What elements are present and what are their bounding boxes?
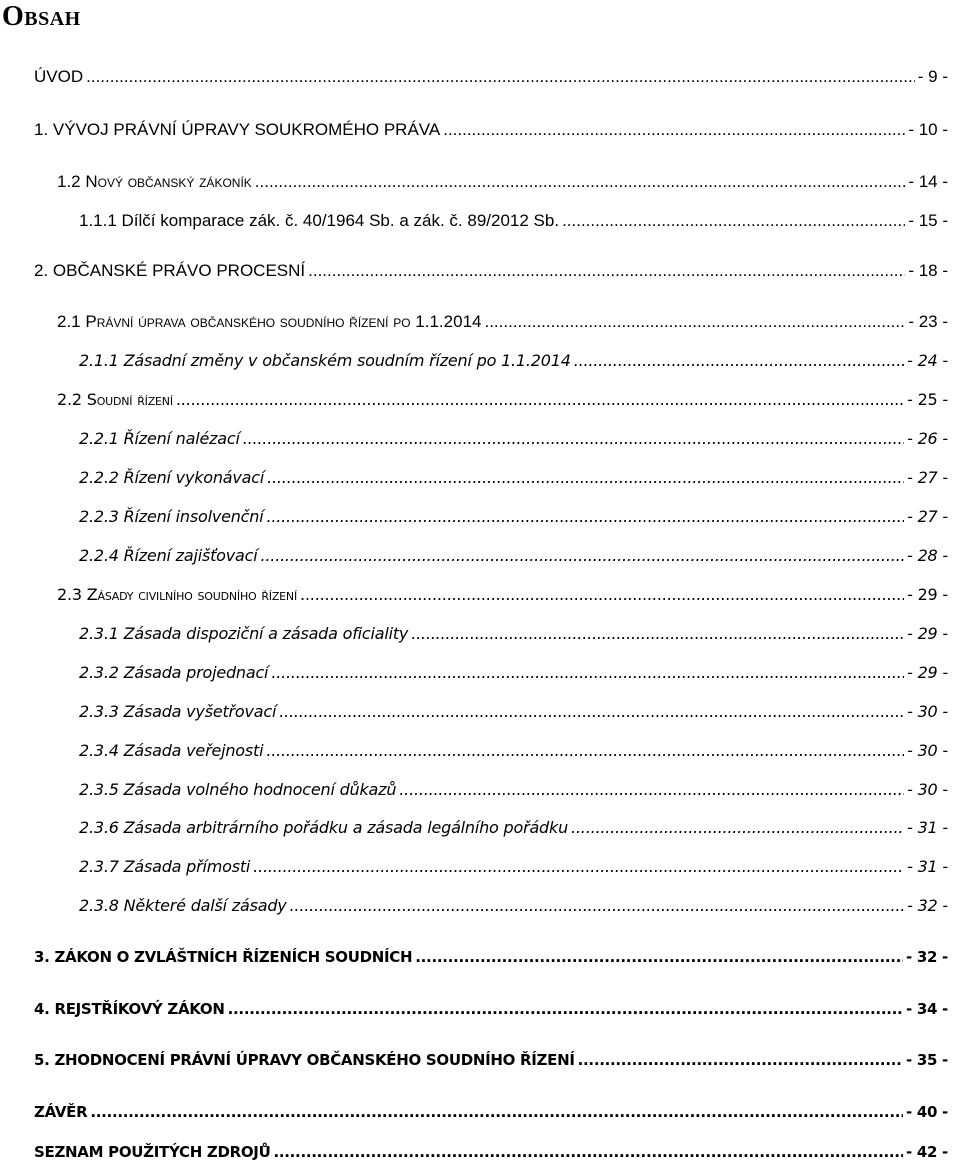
- toc-entry-title: 2.3.3 Zásada vyšetřovací: [79, 702, 277, 721]
- toc-dot-leader: [90, 1097, 903, 1127]
- toc-dot-leader: [415, 942, 903, 972]
- toc-entry[interactable]: [79, 346, 948, 376]
- toc-entry-title: 2.3.7 Zásada přímosti: [79, 857, 251, 876]
- toc-dot-leader: [253, 852, 904, 882]
- toc-entry-page: - 31 -: [907, 818, 948, 837]
- toc-entry-title: 2.1 Právní úprava občanského soudního řízení po 1.1.2014: [57, 312, 482, 331]
- toc-entry-page: - 15 -: [908, 211, 948, 230]
- toc-entry-page: - 29 -: [907, 624, 948, 643]
- toc-dot-leader: [484, 307, 905, 337]
- toc-entry[interactable]: [57, 385, 948, 415]
- toc-entry-title: 2.3.8 Některé další zásady: [79, 896, 287, 915]
- toc-entry-title: 2.3.2 Zásada projednací: [79, 663, 269, 682]
- toc-entry-title: 2.2.1 Řízení nalézací: [79, 429, 240, 448]
- toc-dot-leader: [243, 424, 904, 454]
- toc-entry-page: - 10 -: [908, 120, 948, 139]
- toc-entry-page: - 29 -: [907, 585, 948, 604]
- toc-dot-leader: [399, 775, 904, 805]
- toc-entry-title: 1.1.1 Dílčí komparace zák. č. 40/1964 Sb. a zák. č. 89/2012 Sb.: [79, 211, 560, 230]
- toc-entry-page: - 32 -: [906, 948, 948, 966]
- toc-dot-leader: [308, 256, 905, 286]
- toc-dot-leader: [273, 1137, 903, 1167]
- toc-entry-title: 2.1.1 Zásadní změny v občanském soudním řízení po 1.1.2014: [79, 351, 571, 370]
- toc-entry[interactable]: [34, 1045, 948, 1075]
- toc-entry-page: - 30 -: [907, 702, 948, 721]
- toc-dot-leader: [176, 385, 904, 415]
- toc-dot-leader: [300, 580, 904, 610]
- toc-entry[interactable]: [79, 541, 948, 571]
- toc-entry[interactable]: [79, 775, 948, 805]
- toc-entry-title: 2.3.5 Zásada volného hodnocení důkazů: [79, 780, 397, 799]
- toc-entry-page: - 25 -: [907, 390, 948, 409]
- toc-entry[interactable]: [79, 736, 948, 766]
- toc-entry[interactable]: [57, 167, 948, 197]
- toc-entry[interactable]: [34, 942, 948, 972]
- toc-entry-page: - 27 -: [907, 507, 948, 526]
- toc-entry[interactable]: [79, 619, 948, 649]
- toc-dot-leader: [271, 658, 904, 688]
- toc-dot-leader: [255, 167, 906, 197]
- toc-entry[interactable]: [79, 463, 948, 493]
- toc-entry-title: 2. OBČANSKÉ PRÁVO PROCESNÍ: [34, 261, 306, 280]
- document-title: Obsah: [2, 1, 81, 32]
- toc-entry-page: - 23 -: [908, 312, 948, 331]
- toc-dot-leader: [267, 463, 904, 493]
- toc-entry-page: - 31 -: [907, 857, 948, 876]
- toc-dot-leader: [260, 541, 904, 571]
- toc-entry-page: - 24 -: [907, 351, 948, 370]
- toc-dot-leader: [228, 994, 903, 1024]
- toc-entry-title: 2.3.1 Zásada dispoziční a zásada oficiality: [79, 624, 409, 643]
- toc-entry-title: 2.2.2 Řízení vykonávací: [79, 468, 265, 487]
- toc-entry-title: 1.2 Nový občanský zákoník: [57, 172, 252, 191]
- toc-entry[interactable]: [34, 62, 948, 92]
- toc-entry-title: 2.3.4 Zásada veřejnosti: [79, 741, 264, 760]
- toc-entry-page: - 9 -: [917, 67, 948, 86]
- toc-entry-title: 4. REJSTŘÍKOVÝ ZÁKON: [34, 1000, 225, 1018]
- toc-entry-page: - 29 -: [907, 663, 948, 682]
- toc-entry[interactable]: [57, 580, 948, 610]
- toc-entry[interactable]: [34, 1137, 948, 1167]
- toc-entry-title: 5. ZHODNOCENÍ PRÁVNÍ ÚPRAVY OBČANSKÉHO SOUDNÍHO ŘÍZENÍ: [34, 1051, 575, 1069]
- toc-entry[interactable]: [79, 697, 948, 727]
- toc-entry[interactable]: [79, 891, 948, 921]
- toc-entry-title: 2.2.3 Řízení insolvenční: [79, 507, 264, 526]
- toc-entry-page: - 26 -: [907, 429, 948, 448]
- toc-dot-leader: [571, 813, 904, 843]
- toc-dot-leader: [266, 736, 904, 766]
- toc-dot-leader: [574, 346, 904, 376]
- toc-entry[interactable]: [79, 502, 948, 532]
- toc-entry-title: 2.2.4 Řízení zajišťovací: [79, 546, 258, 565]
- toc-entry-page: - 34 -: [906, 1000, 948, 1018]
- toc-entry-title: SEZNAM POUŽITÝCH ZDROJŮ: [34, 1143, 271, 1161]
- toc-entry-page: - 14 -: [908, 172, 948, 191]
- toc-entry-title: 2.3 Zásady civilního soudního řízení: [57, 585, 298, 604]
- toc-entry-title: 2.2 Soudní řízení: [57, 390, 173, 409]
- toc-entry-page: - 40 -: [906, 1103, 948, 1121]
- toc-entry-title: ÚVOD: [34, 67, 84, 86]
- toc-entry-page: - 18 -: [908, 261, 948, 280]
- toc-entry[interactable]: [57, 307, 948, 337]
- toc-entry-title: ZÁVĚR: [34, 1103, 88, 1121]
- toc-entry-page: - 35 -: [906, 1051, 948, 1069]
- toc-entry-title: 1. VÝVOJ PRÁVNÍ ÚPRAVY SOUKROMÉHO PRÁVA: [34, 120, 441, 139]
- toc-entry[interactable]: [79, 852, 948, 882]
- toc-entry[interactable]: [34, 115, 948, 145]
- toc-entry[interactable]: [79, 813, 948, 843]
- toc-dot-leader: [443, 115, 905, 145]
- toc-dot-leader: [562, 206, 905, 236]
- toc-entry[interactable]: [34, 994, 948, 1024]
- toc-entry-page: - 27 -: [907, 468, 948, 487]
- toc-dot-leader: [279, 697, 904, 727]
- toc-entry-page: - 42 -: [906, 1143, 948, 1161]
- toc-entry-page: - 30 -: [907, 741, 948, 760]
- toc-entry-page: - 32 -: [907, 896, 948, 915]
- toc-entry-title: 3. ZÁKON O ZVLÁŠTNÍCH ŘÍZENÍCH SOUDNÍCH: [34, 948, 413, 966]
- toc-entry[interactable]: [79, 658, 948, 688]
- toc-dot-leader: [86, 62, 915, 92]
- toc-dot-leader: [266, 502, 904, 532]
- toc-entry[interactable]: [34, 1097, 948, 1127]
- toc-dot-leader: [290, 891, 905, 921]
- toc-dot-leader: [578, 1045, 903, 1075]
- toc-entry[interactable]: [34, 256, 948, 286]
- toc-entry[interactable]: [79, 206, 948, 236]
- toc-entry[interactable]: [79, 424, 948, 454]
- toc-entry-title: 2.3.6 Zásada arbitrárního pořádku a zásada legálního pořádku: [79, 818, 569, 837]
- toc-dot-leader: [411, 619, 904, 649]
- toc-entry-page: - 28 -: [907, 546, 948, 565]
- toc-entry-page: - 30 -: [907, 780, 948, 799]
